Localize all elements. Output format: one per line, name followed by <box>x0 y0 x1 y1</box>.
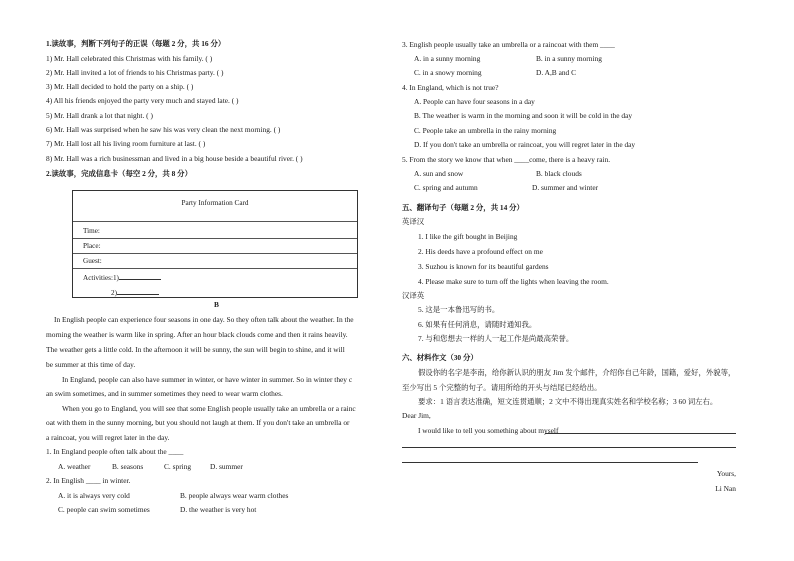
q2-option-a[interactable]: A. it is always very cold <box>58 491 130 500</box>
q3-option-d[interactable]: D. A,B and C <box>536 68 577 77</box>
judgement-item: 1) Mr. Hall celebrated this Christmas with his family. ( ) <box>46 54 213 63</box>
q1-option-a[interactable]: A. weather <box>58 462 91 471</box>
zh-to-en-label: 汉译英 <box>402 291 425 300</box>
q5-option-a[interactable]: A. sun and snow <box>414 169 464 178</box>
translation-item: 7. 与和您想去一样的人一起工作是尚最高荣誉。 <box>418 334 574 343</box>
section-1-title: 1.读故事，判断下列句子的正误（每题 2 分，共 16 分） <box>46 39 226 48</box>
writing-line[interactable] <box>402 462 698 463</box>
card-activities-row-2 <box>111 287 159 297</box>
en-to-zh-label: 英译汉 <box>402 217 425 226</box>
q5-option-c[interactable]: C. spring and autumn <box>414 183 478 192</box>
question-1: 1. In England people often talk about the ____ <box>46 447 184 456</box>
passage-line: oat with them in the sunny morning, but you should not laugh at them. If you don't take an umbrella or <box>46 418 350 427</box>
section-2-title: 2.读故事，完成信息卡（每空 2 分，共 8 分） <box>46 169 192 178</box>
q4-option-c[interactable]: C. People take an umbrella in the rainy morning <box>414 126 557 135</box>
card-divider <box>73 253 357 254</box>
judgement-item: 2) Mr. Hall invited a lot of friends to his Christmas party. ( ) <box>46 68 224 77</box>
q5-option-b[interactable]: B. black clouds <box>536 169 582 178</box>
translation-item: 6. 如果有任何消息，请随时通知我。 <box>418 320 537 329</box>
part-b-heading: B <box>214 300 219 309</box>
card-place-label: Place: <box>83 242 101 250</box>
q1-option-d[interactable]: D. summer <box>210 462 243 471</box>
section-6-title: 六、材料作文（30 分） <box>402 353 478 362</box>
writing-line[interactable] <box>402 447 736 448</box>
card-divider <box>73 268 357 269</box>
judgement-item: 3) Mr. Hall decided to hold the party on a ship. ( ) <box>46 82 194 91</box>
passage-line: In England, people can also have summer in winter, or have winter in summer. So in winter they c <box>62 375 353 384</box>
writing-line[interactable] <box>545 433 736 434</box>
card-activities-label: Activities:1) <box>83 274 119 282</box>
card-divider <box>73 238 357 239</box>
letter-greeting: Dear Jim, <box>402 411 431 420</box>
card-activities-label-2: 2) <box>111 289 117 297</box>
translation-item: 1. I like the gift bought in Beijing <box>418 232 518 241</box>
q4-option-a[interactable]: A. People can have four seasons in a day <box>414 97 535 106</box>
judgement-item: 8) Mr. Hall was a rich businessman and lived in a big house beside a beautiful river. ( ) <box>46 154 303 163</box>
section-5-title: 五、翻译句子（每题 2 分，共 14 分） <box>402 203 524 212</box>
letter-closing: Yours, <box>716 469 736 478</box>
card-activities-row-1 <box>83 272 161 282</box>
q2-option-d[interactable]: D. the weather is very hot <box>180 505 257 514</box>
letter-opening: I would like to tell you something about myself <box>418 426 559 435</box>
q3-option-b[interactable]: B. in a sunny morning <box>536 54 602 63</box>
q3-option-c[interactable]: C. in a snowy morning <box>414 68 482 77</box>
q2-option-b[interactable]: B. people always wear warm clothes <box>180 491 289 500</box>
judgement-item: 4) All his friends enjoyed the party very much and stayed late. ( ) <box>46 96 239 105</box>
judgement-item: 7) Mr. Hall lost all his living room furniture at last. ( ) <box>46 139 206 148</box>
answer-blank[interactable] <box>117 287 159 295</box>
judgement-item: 6) Mr. Hall was surprised when he saw his was very clean the next morning. ( ) <box>46 125 281 134</box>
translation-item: 5. 这是一本鲁迅写的书。 <box>418 305 500 314</box>
q4-option-b[interactable]: B. The weather is warm in the morning and soon it will be cold in the day <box>414 111 633 120</box>
writing-prompt-line: 至少写出 5 个完整的句子。请用所给的开头与结尾已经给出。 <box>402 383 602 392</box>
question-3: 3. English people usually take an umbrella or a raincoat with them ____ <box>402 40 615 49</box>
passage-line: a raincoat, you will regret later in the day. <box>46 433 170 442</box>
q5-option-d[interactable]: D. summer and winter <box>532 183 599 192</box>
q4-option-d[interactable]: D. If you don't take an umbrella or raincoat, you will regret later in the day <box>414 140 636 149</box>
passage-line: be summer at this time of day. <box>46 360 136 369</box>
answer-blank[interactable] <box>119 272 161 280</box>
passage-line: In English people can experience four seasons in one day. So they often talk about the weather. In the <box>54 315 354 324</box>
passage-line: an swim sometimes, and in summer sometimes they need to wear warm clothes. <box>46 389 283 398</box>
card-time-label: Time: <box>83 227 100 235</box>
party-information-card <box>72 190 358 298</box>
q3-option-a[interactable]: A. in a sunny morning <box>414 54 481 63</box>
card-title: Party Information Card <box>181 199 249 207</box>
q1-option-c[interactable]: C. spring <box>164 462 192 471</box>
question-4: 4. In England, which is not true? <box>402 83 499 92</box>
writing-requirements: 要求：1 语言表达准确，短文连贯通顺；2 文中不得出现真实姓名和学校名称；3 60 词左右。 <box>418 397 718 406</box>
question-2: 2. In English ____ in winter. <box>46 476 131 485</box>
q1-option-b[interactable]: B. seasons <box>112 462 144 471</box>
passage-line: The weather gets a little cold. In the afternoon it will be sunny, the sun will begin to shine, and it will <box>46 345 345 354</box>
translation-item: 3. Suzhou is known for its beautiful gardens <box>418 262 549 271</box>
passage-line: morning the weather is warm like in spring. After an hour black clouds come and then it rains heavily. <box>46 330 348 339</box>
question-5: 5. From the story we know that when ____come, there is a heavy rain. <box>402 155 611 164</box>
translation-item: 4. Please make sure to turn off the lights when leaving the room. <box>418 277 609 286</box>
writing-prompt-line: 假设你的名字是李南，给你新认识的朋友 Jim 发个邮件，介绍你自己年龄，国籍，爱好，外貌等， <box>418 368 736 377</box>
passage-line: When you go to England, you will see that some English people usually take an umbrella or a rainc <box>62 404 356 413</box>
translation-item: 2. His deeds have a profound effect on me <box>418 247 543 256</box>
card-divider <box>73 221 357 222</box>
letter-signature: Li Nan <box>715 484 736 493</box>
q2-option-c[interactable]: C. people can swim sometimes <box>58 505 150 514</box>
card-guest-label: Guest: <box>83 257 102 265</box>
judgement-item: 5) Mr. Hall drank a lot that night. ( ) <box>46 111 153 120</box>
